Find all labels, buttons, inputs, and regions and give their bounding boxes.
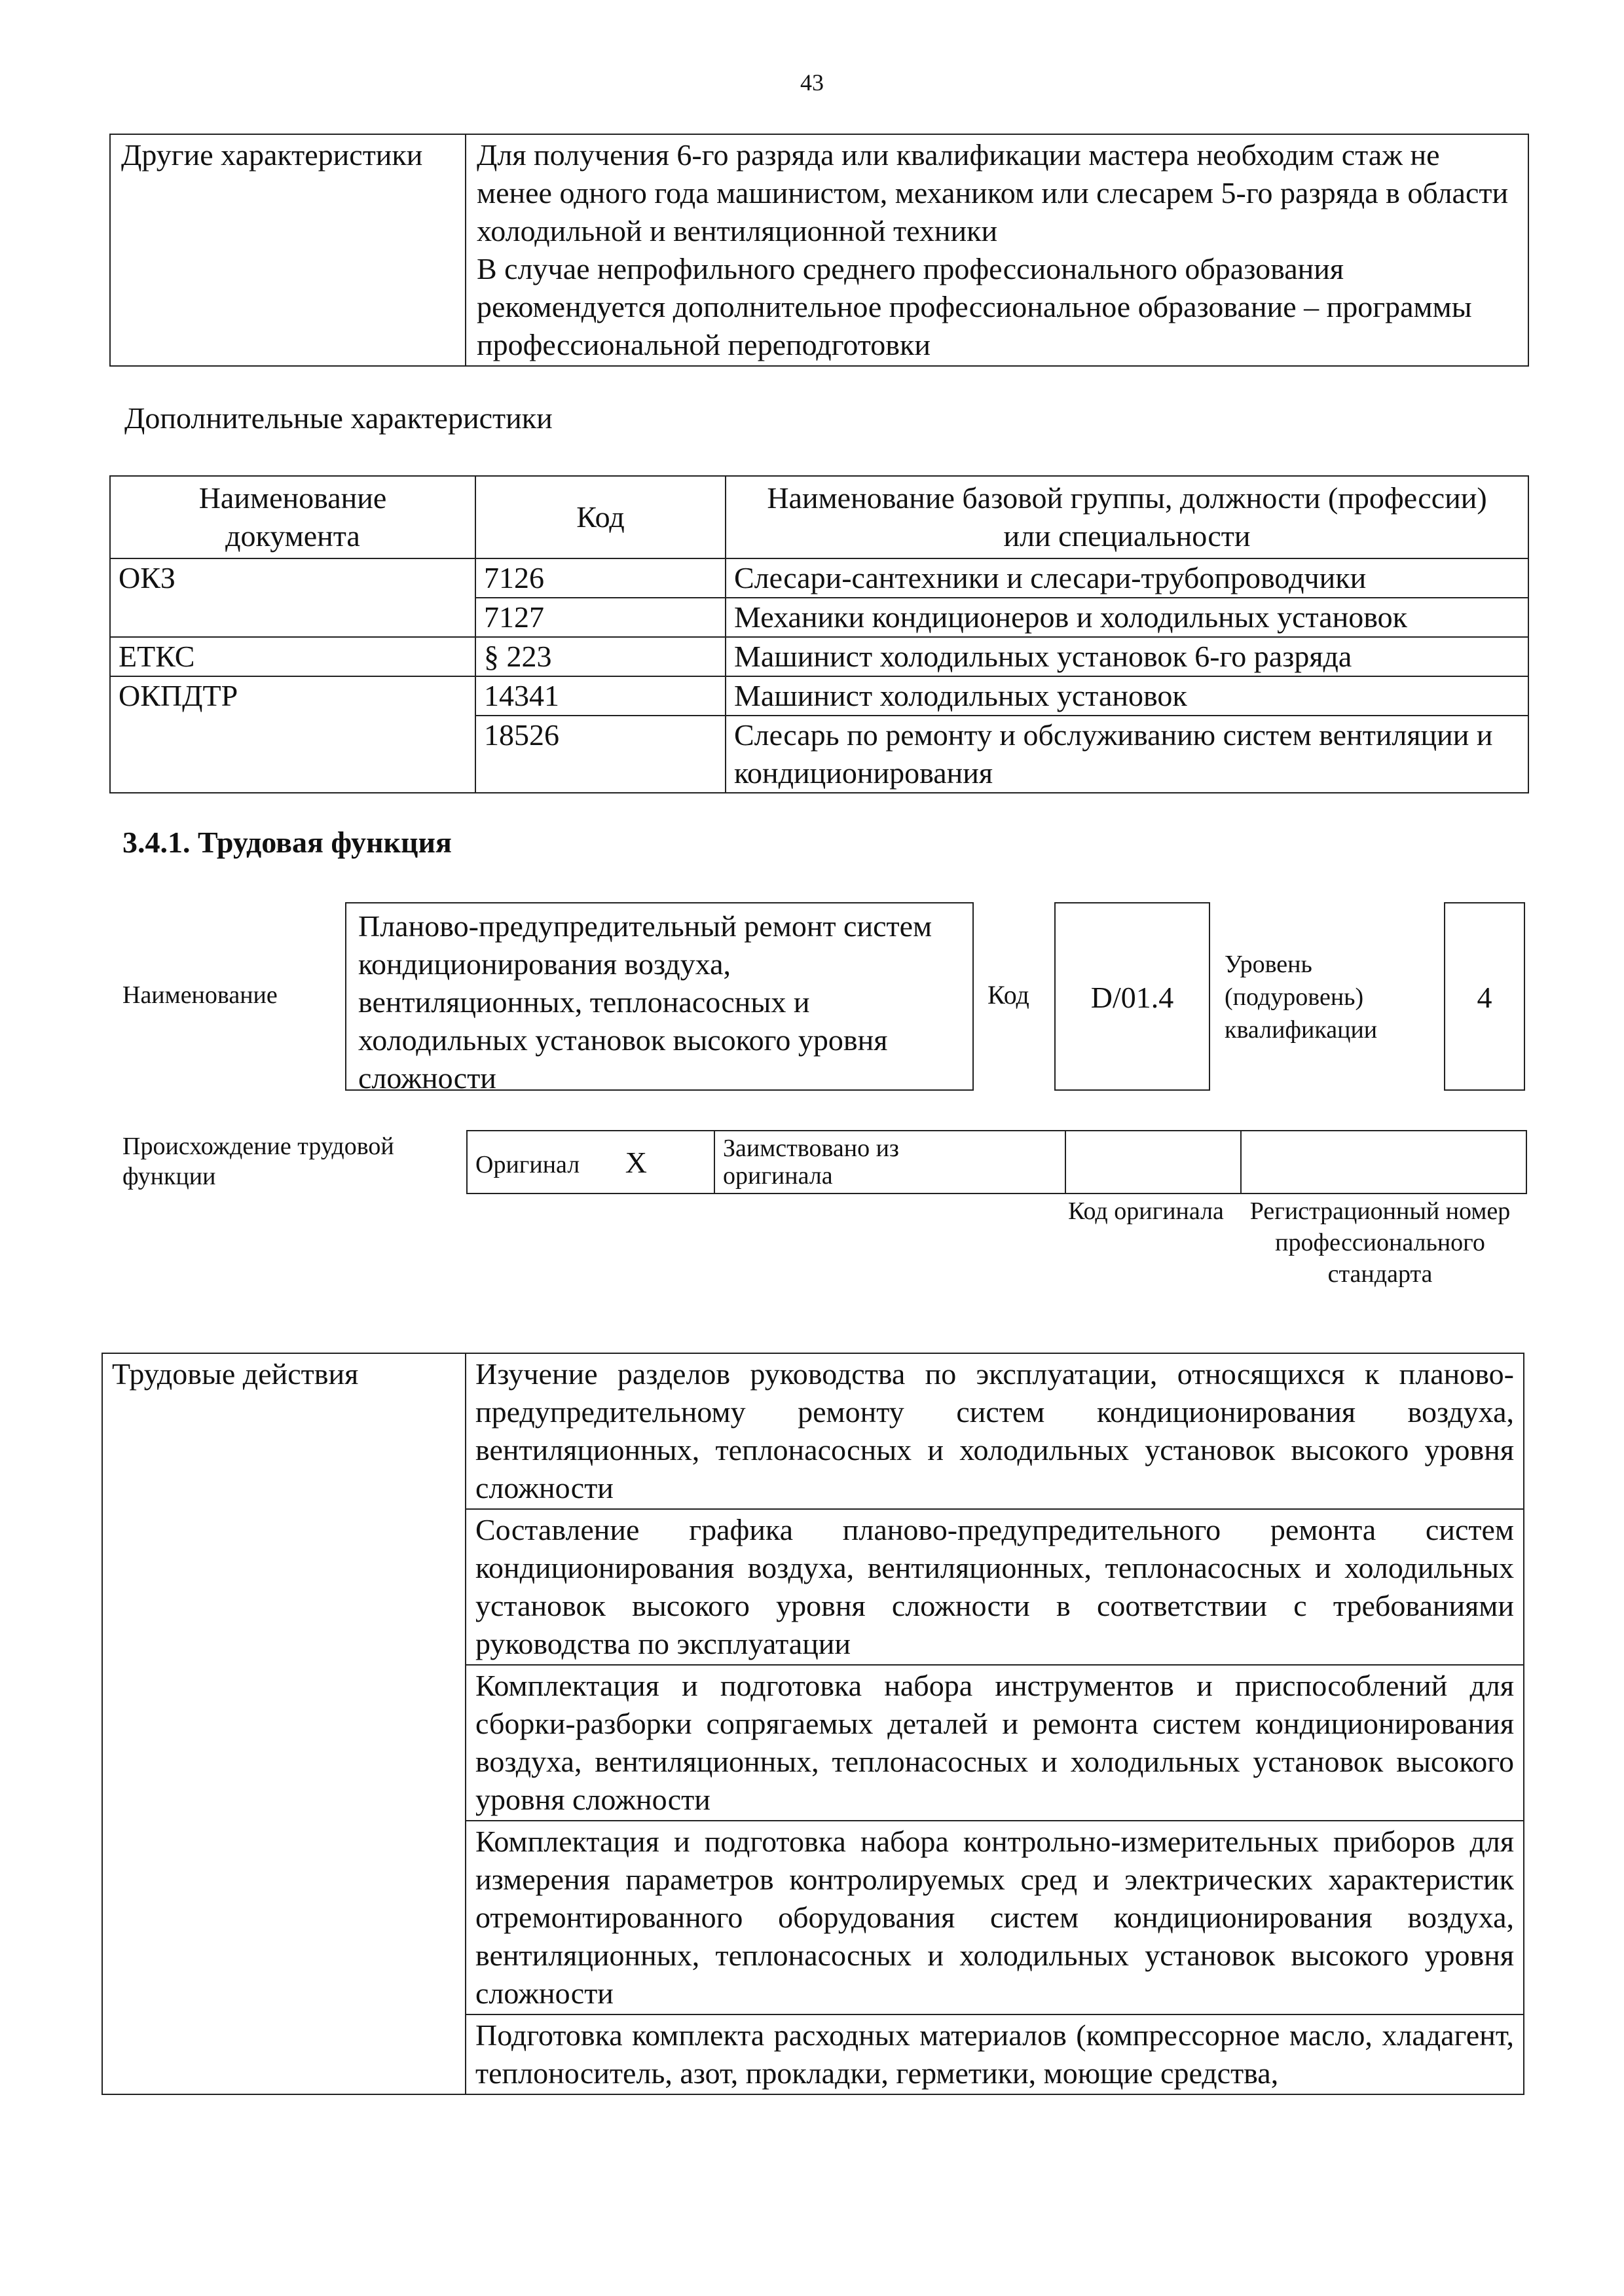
table-row [110,558,1528,598]
cell-name: Машинист холодильных установок [726,676,1528,716]
table-row [467,1131,1526,1194]
cell-code: 14341 [475,676,726,716]
cell-doc: ОКЗ [110,558,475,598]
origin-reg-number-cell [1241,1131,1526,1194]
header-group-name: Наименование базовой группы, должности (профессии) или специальности [726,476,1528,558]
cell-code: § 223 [475,637,726,676]
page-number: 43 [800,69,824,96]
labor-action-item: Подготовка комплекта расходных материалов (компрессорное масло, хладагент, теплоноситель, азот, прокладки, герметики, моющие средства, [466,2014,1524,2094]
origin-borrowed-label: Заимствовано из оригинала [714,1131,1065,1194]
cell-name: Машинист холодильных установок 6-го разряда [726,637,1528,676]
table-row [110,676,1528,716]
labor-action-item: Комплектация и подготовка набора контрольно-измерительных приборов для измерения параметров контролируемых сред и электрических характеристик отремонтированного оборудования систем кондиционирования воздуха, вентиляционных, теплонасосных и холодильных установок высокого уровня сложности [466,1821,1524,2014]
other-characteristics-text [466,134,1528,366]
additional-characteristics-table [109,475,1529,793]
cell-name: Слесари-сантехники и слесари-трубопроводчики [726,558,1528,598]
registration-number-caption: Регистрационный номер профессионального стандарта [1249,1197,1511,1288]
function-name-label: Наименование [122,981,278,1009]
other-characteristics-table [109,134,1529,367]
origin-label: Происхождение трудовой функции [122,1133,394,1190]
cell-doc: ЕТКС [110,637,475,676]
cell-code: 18526 [475,716,726,793]
other-characteristics-label: Другие характеристики [110,134,466,366]
table-row [110,598,1528,637]
cell-name: Слесарь по ремонту и обслуживанию систем вентиляции и кондиционирования [726,716,1528,793]
original-code-caption: Код оригинала [1068,1197,1224,1225]
labor-action-item: Составление графика планово-предупредительного ремонта систем кондиционирования воздуха, вентиляционных, теплонасосных и холодильных установок высокого уровня сложности в соответствии с требованиями руководства по эксплуатации [466,1509,1524,1665]
function-code-label: Код [987,980,1029,1010]
origin-original-cell [467,1131,714,1194]
qualification-level-box: 4 [1444,902,1525,1091]
cell-code: 7126 [475,558,726,598]
qualification-level-label-text: Уровень (подуровень) квалификации [1225,951,1378,1044]
table-row [110,637,1528,676]
origin-code-cell [1065,1131,1241,1194]
origin-original-mark: X [625,1145,647,1179]
labor-actions-label: Трудовые действия [102,1353,466,2094]
cell-doc: ОКПДТР [110,676,475,716]
labor-action-item: Изучение разделов руководства по эксплуатации, относящихся к планово-предупредительному ремонту систем кондиционирования воздуха, вентиляционных, теплонасосных и холодильных установок высокого уровня сложности [466,1353,1524,1509]
qualification-level-label [1225,948,1434,1046]
additional-characteristics-heading: Дополнительные характеристики [124,401,553,435]
cell-doc [110,716,475,793]
function-code-box: D/01.4 [1054,902,1210,1091]
other-characteristics-line: Для получения 6-го разряда или квалификации мастера необходим стаж не менее одного года машинистом, механиком или слесарем 5-го разряда в области холодильной и вентиляционной техники [477,138,1509,247]
function-name-box: Планово-предупредительный ремонт систем кондиционирования воздуха, вентиляционных, теплонасосных и холодильных установок высокого уровня сложности [345,902,974,1091]
cell-code: 7127 [475,598,726,637]
table-row [110,134,1528,366]
cell-name: Механики кондиционеров и холодильных установок [726,598,1528,637]
table-row [110,716,1528,793]
table-row [102,1353,1524,1509]
header-document-name: Наименование документа [110,476,475,558]
other-characteristics-line: В случае непрофильного среднего профессионального образования рекомендуется дополнительное профессиональное образование – программы профессиональной переподготовки [477,252,1472,361]
origin-table [466,1130,1527,1194]
labor-function-heading: 3.4.1. Трудовая функция [122,826,452,859]
origin-original-label: Оригинал [475,1150,580,1178]
cell-doc [110,598,475,637]
labor-action-item: Комплектация и подготовка набора инструментов и приспособлений для сборки-разборки сопрягаемых деталей и ремонта систем кондиционирования воздуха, вентиляционных, теплонасосных и холодильных установок высокого уровня сложности [466,1665,1524,1821]
header-code: Код [475,476,726,558]
table-header-row [110,476,1528,558]
labor-actions-table [101,1353,1524,2095]
